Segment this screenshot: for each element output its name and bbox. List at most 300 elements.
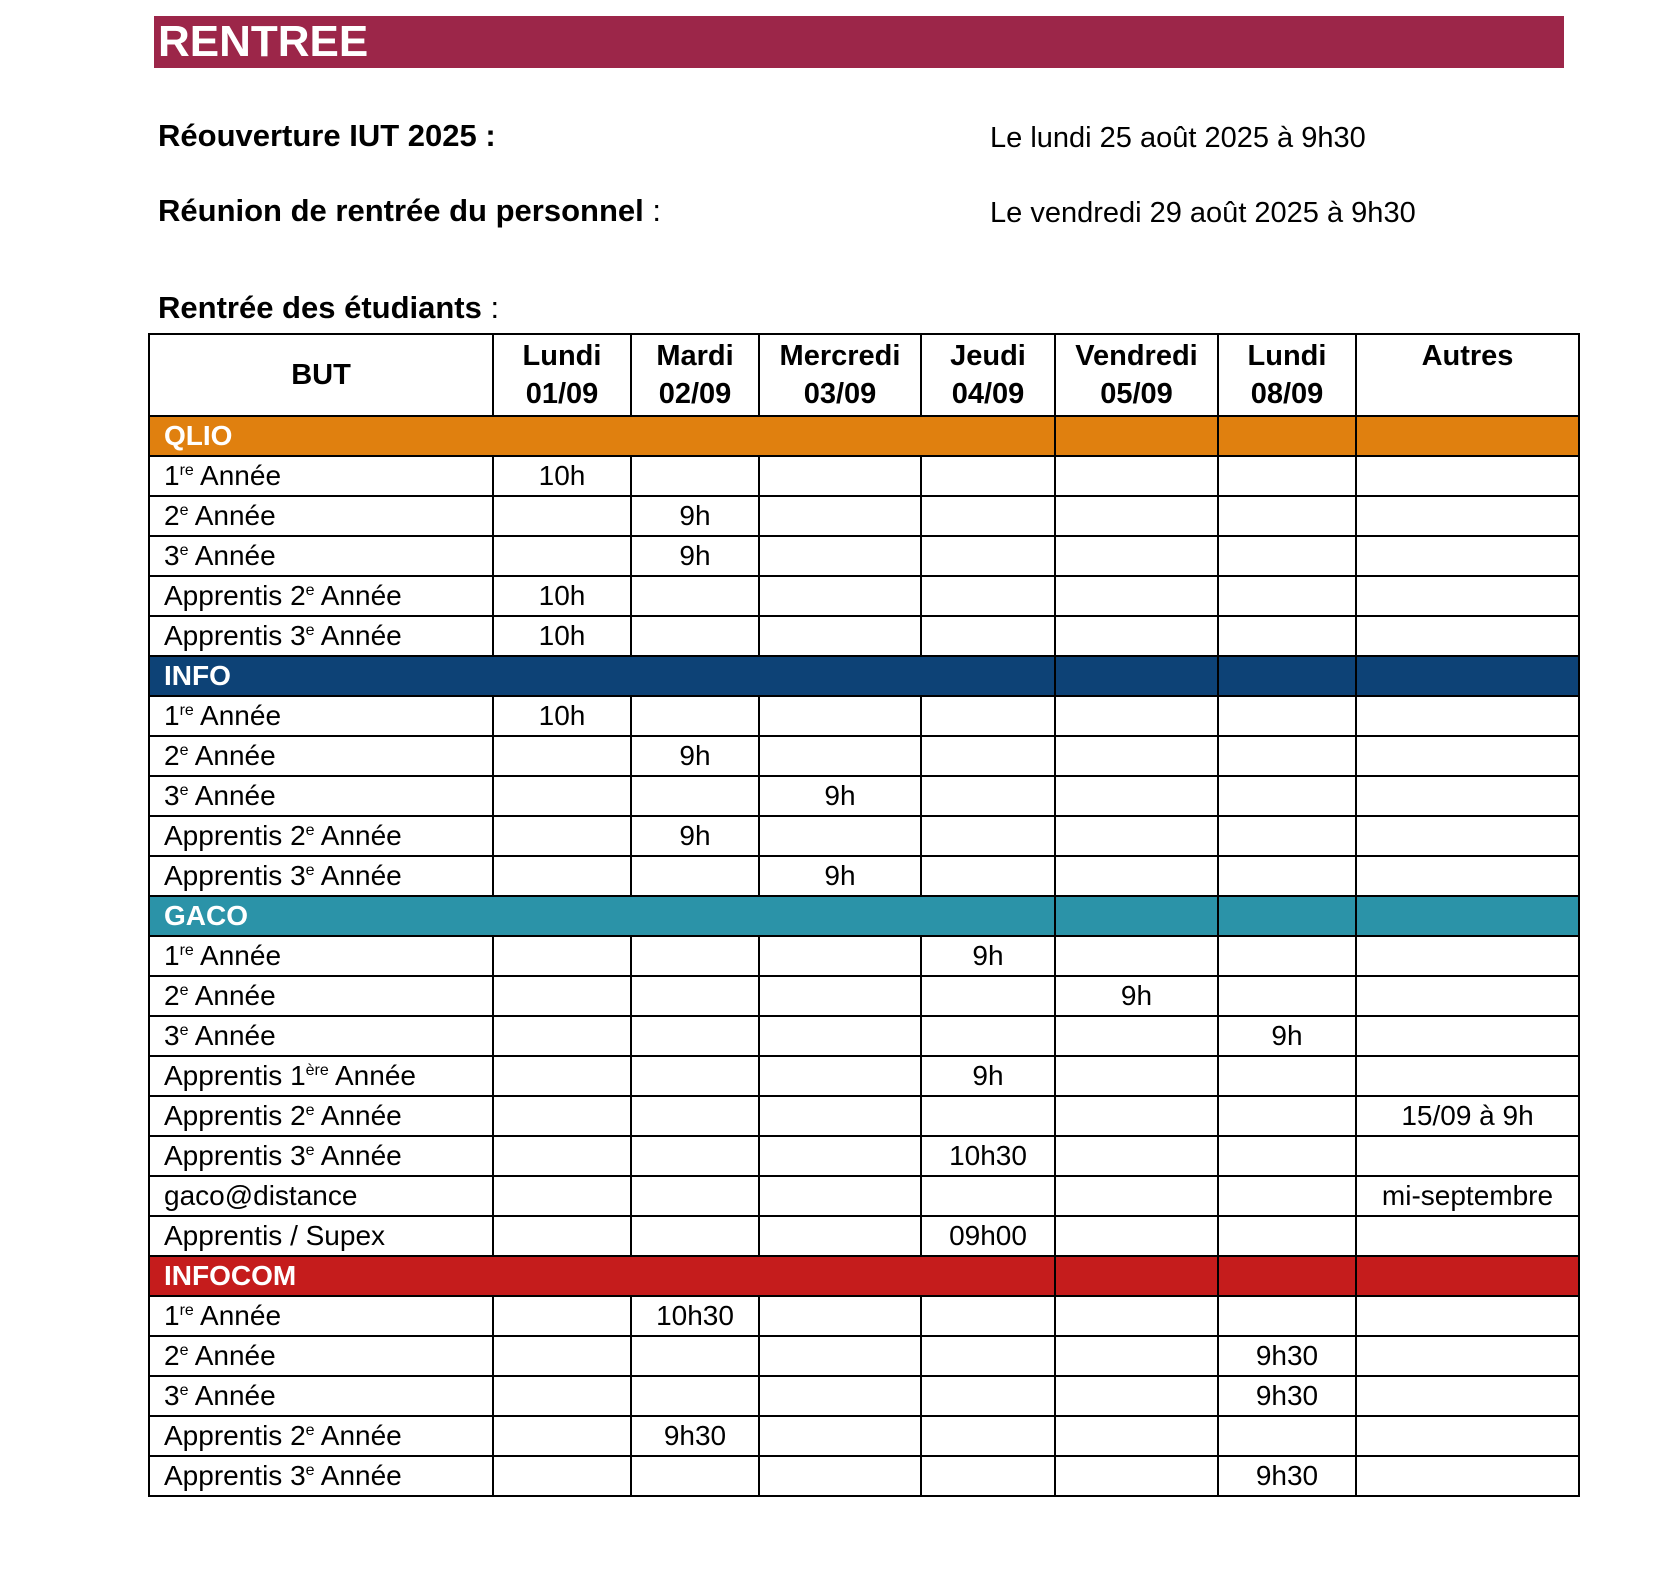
schedule-cell [1356, 1216, 1579, 1256]
schedule-cell [1055, 776, 1218, 816]
schedule-cell [1218, 736, 1356, 776]
schedule-cell [1356, 776, 1579, 816]
row-label-suffix: Année [314, 1100, 402, 1131]
schedule-cell [1218, 1216, 1356, 1256]
schedule-cell [493, 1296, 631, 1336]
schedule-cell [759, 1136, 921, 1176]
schedule-cell [759, 496, 921, 536]
schedule-cell [1356, 1336, 1579, 1376]
schedule-cell [1218, 1136, 1356, 1176]
schedule-cell: 9h [921, 1056, 1055, 1096]
row-label-suffix: Année [328, 1060, 416, 1091]
table-row [149, 816, 1579, 856]
schedule-cell [631, 576, 759, 616]
table-row [149, 536, 1579, 576]
schedule-cell [631, 976, 759, 1016]
reunion-label [158, 193, 661, 229]
table-row [149, 1136, 1579, 1176]
row-label-superscript: e [179, 502, 189, 519]
schedule-cell [631, 1456, 759, 1496]
row-label-suffix: Année [188, 1340, 276, 1371]
schedule-cell [921, 456, 1055, 496]
row-label [149, 1016, 493, 1056]
schedule-cell [921, 576, 1055, 616]
header-day-1-name: Lundi [522, 340, 602, 372]
schedule-cell: 9h [1055, 976, 1218, 1016]
section-name: QLIO [149, 416, 1055, 456]
row-label [149, 1136, 493, 1176]
schedule-cell [759, 976, 921, 1016]
schedule-cell [1356, 736, 1579, 776]
reunion-label-text: Réunion de rentrée du personnel [158, 193, 644, 228]
row-label-suffix: Année [188, 540, 276, 571]
row-label-superscript: re [179, 702, 194, 719]
row-label [149, 696, 493, 736]
table-row [149, 1216, 1579, 1256]
schedule-cell: 9h30 [631, 1416, 759, 1456]
section-header-row [149, 656, 1579, 696]
schedule-cell [631, 696, 759, 736]
schedule-cell: 9h [759, 856, 921, 896]
row-label [149, 1456, 493, 1496]
section-color-cell [1356, 416, 1579, 456]
row-label [149, 776, 493, 816]
header-autres [1356, 334, 1579, 416]
row-label-superscript: re [179, 1302, 194, 1319]
reouverture-value: Le lundi 25 août 2025 à 9h30 [990, 122, 1366, 154]
row-label [149, 936, 493, 976]
schedule-cell [1356, 1296, 1579, 1336]
section-color-cell [1356, 656, 1579, 696]
schedule-cell [1356, 1136, 1579, 1176]
row-label [149, 496, 493, 536]
schedule-cell [1055, 1336, 1218, 1376]
schedule-cell [631, 616, 759, 656]
row-label-suffix: Année [188, 500, 276, 531]
reouverture-label [158, 118, 496, 154]
header-day-6-name: Lundi [1247, 340, 1327, 372]
row-label-suffix: Année [188, 1380, 276, 1411]
row-label-text: Apprentis 1 [164, 1060, 306, 1091]
schedule-cell [493, 976, 631, 1016]
schedule-cell [1218, 576, 1356, 616]
schedule-cell [1055, 936, 1218, 976]
row-label-text: 1 [164, 1300, 180, 1331]
header-day-3-name: Mercredi [779, 340, 901, 372]
table-row [149, 456, 1579, 496]
rentree-schedule-table [148, 333, 1580, 1497]
table-row [149, 1376, 1579, 1416]
row-label-superscript: e [179, 982, 189, 999]
row-label-text: 1 [164, 460, 180, 491]
row-label-superscript: e [305, 862, 315, 879]
schedule-cell: 10h [493, 616, 631, 656]
row-label-superscript: e [305, 1422, 315, 1439]
schedule-cell [921, 776, 1055, 816]
schedule-cell: 9h [631, 496, 759, 536]
reunion-value: Le vendredi 29 août 2025 à 9h30 [990, 197, 1416, 229]
row-label [149, 1096, 493, 1136]
row-label-text: Apprentis 2 [164, 580, 306, 611]
schedule-cell [631, 1376, 759, 1416]
schedule-cell [1055, 1296, 1218, 1336]
row-label [149, 856, 493, 896]
schedule-cell: 10h [493, 576, 631, 616]
rentree-etudiants-label [158, 290, 499, 326]
table-header-row [149, 334, 1579, 416]
schedule-cell [759, 456, 921, 496]
schedule-cell [1356, 496, 1579, 536]
schedule-cell [759, 1456, 921, 1496]
schedule-cell [1218, 1176, 1356, 1216]
schedule-cell [1356, 936, 1579, 976]
row-label-suffix: Année [193, 460, 282, 491]
schedule-cell [759, 536, 921, 576]
schedule-cell [1055, 1096, 1218, 1136]
row-label [149, 736, 493, 776]
row-label [149, 816, 493, 856]
schedule-cell [759, 1296, 921, 1336]
schedule-cell: 9h [759, 776, 921, 816]
section-color-cell [1055, 416, 1218, 456]
header-but-label: BUT [291, 359, 351, 391]
rentree-etudiants-label-text: Rentrée des étudiants [158, 290, 482, 325]
schedule-cell [1218, 1296, 1356, 1336]
schedule-cell [1055, 576, 1218, 616]
schedule-cell [921, 1376, 1055, 1416]
table-row [149, 1016, 1579, 1056]
table-row [149, 1056, 1579, 1096]
schedule-cell [759, 1216, 921, 1256]
header-day-6 [1218, 334, 1356, 416]
table-row [149, 856, 1579, 896]
schedule-cell [1218, 496, 1356, 536]
schedule-cell: 9h [921, 936, 1055, 976]
schedule-cell [1356, 976, 1579, 1016]
schedule-cell [921, 496, 1055, 536]
schedule-cell [493, 1216, 631, 1256]
row-label-suffix: Année [188, 980, 276, 1011]
row-label-superscript: e [305, 1102, 315, 1119]
schedule-cell [1356, 1376, 1579, 1416]
table-row [149, 616, 1579, 656]
schedule-cell [493, 1056, 631, 1096]
schedule-cell [493, 856, 631, 896]
schedule-cell [1055, 1416, 1218, 1456]
schedule-cell [493, 736, 631, 776]
schedule-cell [921, 1096, 1055, 1136]
row-label-superscript: re [179, 942, 194, 959]
schedule-cell [1055, 736, 1218, 776]
schedule-cell [1218, 696, 1356, 736]
section-title-banner: RENTREE [154, 16, 1564, 68]
schedule-cell [759, 1336, 921, 1376]
row-label-superscript: e [179, 1022, 189, 1039]
row-label-text: Apprentis / Supex [164, 1220, 386, 1251]
schedule-cell [921, 1176, 1055, 1216]
section-color-cell [1218, 1256, 1356, 1296]
schedule-cell [1218, 816, 1356, 856]
row-label [149, 1376, 493, 1416]
table-row [149, 1416, 1579, 1456]
row-label-suffix: Année [314, 860, 402, 891]
row-label [149, 1296, 493, 1336]
schedule-cell [1356, 856, 1579, 896]
row-label-text: Apprentis 2 [164, 1100, 306, 1131]
schedule-cell [759, 1376, 921, 1416]
section-header-row [149, 896, 1579, 936]
header-day-4-date: 04/09 [951, 378, 1025, 410]
schedule-cell [1218, 776, 1356, 816]
schedule-cell [1055, 816, 1218, 856]
section-header-row [149, 1256, 1579, 1296]
row-label-suffix: Année [188, 780, 276, 811]
header-day-4-name: Jeudi [950, 340, 1026, 372]
row-label-suffix: Année [314, 580, 402, 611]
schedule-cell: 09h00 [921, 1216, 1055, 1256]
row-label-text: 3 [164, 1020, 180, 1051]
schedule-cell [1055, 616, 1218, 656]
schedule-cell [1356, 816, 1579, 856]
table-row [149, 976, 1579, 1016]
schedule-cell [1055, 1176, 1218, 1216]
table-row [149, 496, 1579, 536]
table-row [149, 736, 1579, 776]
schedule-cell [759, 1096, 921, 1136]
schedule-cell: 10h30 [921, 1136, 1055, 1176]
header-day-5-name: Vendredi [1075, 340, 1198, 372]
header-day-4 [921, 334, 1055, 416]
schedule-cell [493, 1376, 631, 1416]
schedule-cell [1356, 1056, 1579, 1096]
row-label-suffix: Année [314, 1420, 402, 1451]
row-label-superscript: e [305, 1142, 315, 1159]
table-row [149, 1336, 1579, 1376]
header-day-2-name: Mardi [656, 340, 734, 372]
table-row [149, 1176, 1579, 1216]
schedule-cell [921, 816, 1055, 856]
schedule-cell [921, 1416, 1055, 1456]
row-label-text: 2 [164, 740, 180, 771]
schedule-cell [631, 936, 759, 976]
schedule-cell [1055, 496, 1218, 536]
schedule-cell [1218, 536, 1356, 576]
row-label-text: 2 [164, 1340, 180, 1371]
row-label [149, 976, 493, 1016]
header-day-6-date: 08/09 [1250, 378, 1324, 410]
schedule-cell [921, 1336, 1055, 1376]
schedule-cell [1055, 456, 1218, 496]
schedule-cell [493, 1456, 631, 1496]
header-day-3 [759, 334, 921, 416]
row-label-superscript: e [179, 1382, 189, 1399]
schedule-cell [1356, 1416, 1579, 1456]
row-label-superscript: e [179, 1342, 189, 1359]
table-row [149, 1296, 1579, 1336]
schedule-cell [921, 856, 1055, 896]
schedule-cell [921, 696, 1055, 736]
schedule-cell [631, 456, 759, 496]
table-row [149, 936, 1579, 976]
schedule-cell [493, 1096, 631, 1136]
schedule-cell [1356, 1456, 1579, 1496]
schedule-cell [493, 536, 631, 576]
schedule-cell [1356, 696, 1579, 736]
header-autres-label: Autres [1421, 340, 1514, 372]
schedule-cell [759, 576, 921, 616]
schedule-cell: 9h30 [1218, 1456, 1356, 1496]
table-row [149, 1096, 1579, 1136]
schedule-cell [493, 816, 631, 856]
reouverture-label-text: Réouverture IUT 2025 : [158, 118, 496, 153]
schedule-cell [493, 1136, 631, 1176]
rentree-etudiants-label-punct: : [481, 290, 500, 325]
schedule-cell [921, 1456, 1055, 1496]
schedule-cell [631, 1336, 759, 1376]
header-but [149, 334, 493, 416]
schedule-cell [921, 976, 1055, 1016]
section-color-cell [1218, 896, 1356, 936]
schedule-cell [1055, 856, 1218, 896]
row-label [149, 1336, 493, 1376]
schedule-cell [921, 1296, 1055, 1336]
header-day-5 [1055, 334, 1218, 416]
table-row [149, 576, 1579, 616]
schedule-cell [493, 1336, 631, 1376]
schedule-cell [1218, 456, 1356, 496]
schedule-cell [1055, 696, 1218, 736]
schedule-cell: mi-septembre [1356, 1176, 1579, 1216]
schedule-cell [1218, 976, 1356, 1016]
schedule-cell [493, 1416, 631, 1456]
row-label-superscript: ère [305, 1062, 329, 1079]
schedule-cell [631, 1176, 759, 1216]
section-color-cell [1218, 416, 1356, 456]
section-color-cell [1218, 656, 1356, 696]
schedule-cell [1055, 1376, 1218, 1416]
schedule-cell [759, 1016, 921, 1056]
row-label-superscript: e [305, 1462, 315, 1479]
row-label [149, 1216, 493, 1256]
schedule-cell [1055, 536, 1218, 576]
section-name: GACO [149, 896, 1055, 936]
row-label-text: Apprentis 3 [164, 1140, 306, 1171]
schedule-cell [759, 736, 921, 776]
row-label-superscript: e [179, 782, 189, 799]
section-header-row [149, 416, 1579, 456]
schedule-cell [493, 1176, 631, 1216]
section-color-cell [1055, 1256, 1218, 1296]
table-row [149, 1456, 1579, 1496]
schedule-cell: 9h [631, 536, 759, 576]
schedule-cell [1356, 456, 1579, 496]
schedule-cell: 9h30 [1218, 1336, 1356, 1376]
schedule-cell [759, 936, 921, 976]
section-name: INFOCOM [149, 1256, 1055, 1296]
row-label-suffix: Année [314, 1140, 402, 1171]
row-label-superscript: e [179, 542, 189, 559]
schedule-cell [1218, 856, 1356, 896]
schedule-cell [493, 496, 631, 536]
row-label-superscript: re [179, 462, 194, 479]
row-label-suffix: Année [193, 940, 282, 971]
schedule-cell [921, 616, 1055, 656]
row-label [149, 616, 493, 656]
row-label-suffix: Année [193, 1300, 282, 1331]
row-label-text: Apprentis 2 [164, 1420, 306, 1451]
row-label-text: 2 [164, 500, 180, 531]
schedule-cell [631, 1136, 759, 1176]
schedule-cell [759, 696, 921, 736]
schedule-cell [493, 936, 631, 976]
row-label [149, 536, 493, 576]
schedule-cell [1356, 576, 1579, 616]
row-label [149, 456, 493, 496]
schedule-cell [1356, 1016, 1579, 1056]
schedule-cell [1055, 1456, 1218, 1496]
row-label-suffix: Année [188, 1020, 276, 1051]
section-color-cell [1356, 1256, 1579, 1296]
schedule-cell [759, 1056, 921, 1096]
header-day-5-date: 05/09 [1100, 378, 1173, 410]
row-label-suffix: Année [314, 620, 402, 651]
section-color-cell [1055, 896, 1218, 936]
row-label-suffix: Année [188, 740, 276, 771]
schedule-cell: 10h30 [631, 1296, 759, 1336]
row-label [149, 1176, 493, 1216]
row-label-suffix: Année [314, 820, 402, 851]
schedule-cell [631, 856, 759, 896]
reunion-label-punct: : [643, 193, 661, 228]
schedule-cell [1055, 1016, 1218, 1056]
schedule-cell [631, 1096, 759, 1136]
row-label-text: Apprentis 2 [164, 820, 306, 851]
row-label [149, 1056, 493, 1096]
row-label [149, 1416, 493, 1456]
schedule-cell [759, 816, 921, 856]
schedule-cell: 10h [493, 456, 631, 496]
schedule-cell [493, 1016, 631, 1056]
schedule-cell [493, 776, 631, 816]
schedule-cell: 9h [1218, 1016, 1356, 1056]
schedule-cell: 9h [631, 816, 759, 856]
schedule-cell [631, 776, 759, 816]
row-label-text: 3 [164, 540, 180, 571]
schedule-cell [1218, 1416, 1356, 1456]
schedule-cell [1218, 1096, 1356, 1136]
row-label-text: 2 [164, 980, 180, 1011]
schedule-cell [1055, 1216, 1218, 1256]
row-label-text: Apprentis 3 [164, 620, 306, 651]
schedule-cell [1055, 1056, 1218, 1096]
schedule-cell: 9h [631, 736, 759, 776]
schedule-cell [759, 616, 921, 656]
schedule-cell [1218, 1056, 1356, 1096]
schedule-cell [631, 1016, 759, 1056]
header-day-1-date: 01/09 [525, 378, 599, 410]
schedule-cell [631, 1216, 759, 1256]
schedule-cell [1218, 616, 1356, 656]
row-label-superscript: e [305, 622, 315, 639]
schedule-cell: 9h30 [1218, 1376, 1356, 1416]
schedule-cell [921, 1016, 1055, 1056]
row-label-suffix: Année [314, 1460, 402, 1491]
row-label-text: 3 [164, 1380, 180, 1411]
schedule-cell [921, 536, 1055, 576]
schedule-cell: 10h [493, 696, 631, 736]
schedule-cell [631, 1056, 759, 1096]
row-label-superscript: e [179, 742, 189, 759]
